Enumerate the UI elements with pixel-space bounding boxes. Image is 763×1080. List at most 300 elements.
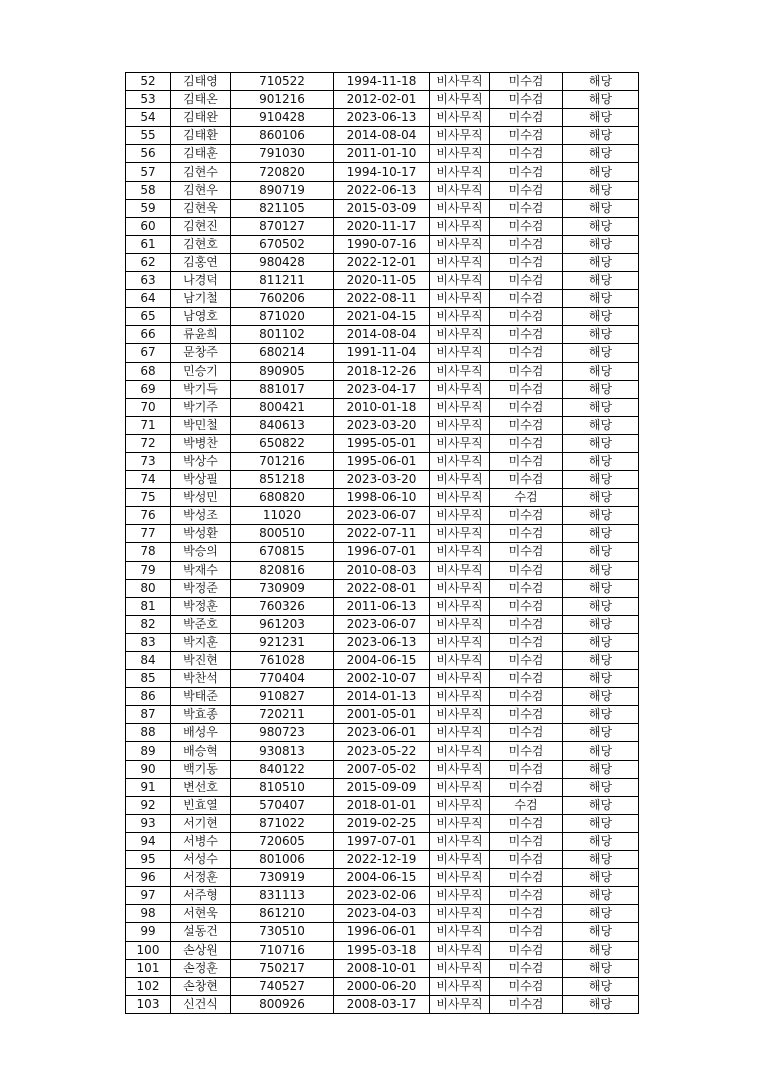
employee-id-cell: 680214 [231, 344, 334, 362]
employee-id-cell: 730510 [231, 923, 334, 941]
table-row [126, 380, 639, 398]
employee-id-cell: 901216 [231, 91, 334, 109]
applicability-cell: 해당 [563, 434, 639, 452]
applicability-cell: 해당 [563, 652, 639, 670]
applicability-cell: 해당 [563, 832, 639, 850]
hire-date-cell: 2019-02-25 [334, 814, 430, 832]
hire-date-cell: 2018-12-26 [334, 362, 430, 380]
table-row [126, 181, 639, 199]
table-row [126, 452, 639, 470]
row-number-cell: 65 [126, 308, 171, 326]
employee-id-cell: 761028 [231, 652, 334, 670]
applicability-cell: 해당 [563, 525, 639, 543]
employee-id-cell: 670502 [231, 235, 334, 253]
row-number-cell: 78 [126, 543, 171, 561]
row-number-cell: 96 [126, 869, 171, 887]
row-number-cell: 75 [126, 489, 171, 507]
applicability-cell: 해당 [563, 181, 639, 199]
employee-id-cell: 720605 [231, 832, 334, 850]
job-type-cell: 비사무직 [430, 145, 490, 163]
applicability-cell: 해당 [563, 217, 639, 235]
table-row [126, 652, 639, 670]
job-type-cell: 비사무직 [430, 597, 490, 615]
hire-date-cell: 1998-06-10 [334, 489, 430, 507]
employee-id-cell: 871022 [231, 814, 334, 832]
job-type-cell: 비사무직 [430, 217, 490, 235]
employee-name-cell: 빈효열 [171, 796, 231, 814]
inspection-status-cell: 미수검 [490, 452, 563, 470]
job-type-cell: 비사무직 [430, 778, 490, 796]
employee-id-cell: 760326 [231, 597, 334, 615]
employee-name-cell: 김현진 [171, 217, 231, 235]
applicability-cell: 해당 [563, 91, 639, 109]
hire-date-cell: 2010-08-03 [334, 561, 430, 579]
applicability-cell: 해당 [563, 923, 639, 941]
table-row [126, 525, 639, 543]
employee-id-cell: 840122 [231, 760, 334, 778]
hire-date-cell: 2012-02-01 [334, 91, 430, 109]
inspection-status-cell: 미수검 [490, 525, 563, 543]
employee-id-cell: 910827 [231, 688, 334, 706]
applicability-cell: 해당 [563, 235, 639, 253]
hire-date-cell: 2007-05-02 [334, 760, 430, 778]
employee-id-cell: 750217 [231, 959, 334, 977]
inspection-status-cell: 미수검 [490, 398, 563, 416]
table-row [126, 905, 639, 923]
job-type-cell: 비사무직 [430, 326, 490, 344]
applicability-cell: 해당 [563, 869, 639, 887]
applicability-cell: 해당 [563, 995, 639, 1013]
table-row [126, 796, 639, 814]
employee-name-cell: 박찬석 [171, 670, 231, 688]
inspection-status-cell: 미수검 [490, 253, 563, 271]
employee-id-cell: 811211 [231, 272, 334, 290]
hire-date-cell: 2023-04-03 [334, 905, 430, 923]
employee-id-cell: 670815 [231, 543, 334, 561]
inspection-status-cell: 미수검 [490, 760, 563, 778]
applicability-cell: 해당 [563, 489, 639, 507]
employee-name-cell: 서주형 [171, 887, 231, 905]
employee-name-cell: 박지훈 [171, 633, 231, 651]
row-number-cell: 60 [126, 217, 171, 235]
employee-name-cell: 서병수 [171, 832, 231, 850]
inspection-status-cell: 미수검 [490, 73, 563, 91]
applicability-cell: 해당 [563, 977, 639, 995]
table-row [126, 362, 639, 380]
hire-date-cell: 1995-06-01 [334, 452, 430, 470]
job-type-cell: 비사무직 [430, 959, 490, 977]
employee-name-cell: 설동건 [171, 923, 231, 941]
job-type-cell: 비사무직 [430, 507, 490, 525]
hire-date-cell: 2022-12-01 [334, 253, 430, 271]
employee-id-cell: 861210 [231, 905, 334, 923]
hire-date-cell: 2008-03-17 [334, 995, 430, 1013]
row-number-cell: 81 [126, 597, 171, 615]
row-number-cell: 55 [126, 127, 171, 145]
hire-date-cell: 2021-04-15 [334, 308, 430, 326]
employee-name-cell: 손정훈 [171, 959, 231, 977]
inspection-status-cell: 미수검 [490, 290, 563, 308]
table-row [126, 489, 639, 507]
employee-id-cell: 980428 [231, 253, 334, 271]
inspection-status-cell: 수검 [490, 796, 563, 814]
applicability-cell: 해당 [563, 778, 639, 796]
row-number-cell: 88 [126, 724, 171, 742]
hire-date-cell: 2015-09-09 [334, 778, 430, 796]
inspection-status-cell: 미수검 [490, 181, 563, 199]
row-number-cell: 64 [126, 290, 171, 308]
employee-id-cell: 650822 [231, 434, 334, 452]
applicability-cell: 해당 [563, 742, 639, 760]
employee-id-cell: 570407 [231, 796, 334, 814]
inspection-status-cell: 미수검 [490, 145, 563, 163]
employee-name-cell: 신건식 [171, 995, 231, 1013]
table-row [126, 995, 639, 1013]
employee-name-cell: 박정훈 [171, 597, 231, 615]
row-number-cell: 102 [126, 977, 171, 995]
inspection-status-cell: 미수검 [490, 670, 563, 688]
job-type-cell: 비사무직 [430, 127, 490, 145]
employee-name-cell: 박상필 [171, 471, 231, 489]
applicability-cell: 해당 [563, 760, 639, 778]
job-type-cell: 비사무직 [430, 688, 490, 706]
job-type-cell: 비사무직 [430, 489, 490, 507]
job-type-cell: 비사무직 [430, 362, 490, 380]
applicability-cell: 해당 [563, 471, 639, 489]
hire-date-cell: 2011-01-10 [334, 145, 430, 163]
employee-name-cell: 박민철 [171, 416, 231, 434]
employee-name-cell: 손상원 [171, 941, 231, 959]
employee-id-cell: 680820 [231, 489, 334, 507]
row-number-cell: 82 [126, 615, 171, 633]
employee-id-cell: 800510 [231, 525, 334, 543]
employee-id-cell: 930813 [231, 742, 334, 760]
row-number-cell: 79 [126, 561, 171, 579]
inspection-status-cell: 미수검 [490, 272, 563, 290]
row-number-cell: 84 [126, 652, 171, 670]
inspection-status-cell: 미수검 [490, 959, 563, 977]
inspection-status-cell: 미수검 [490, 362, 563, 380]
employee-name-cell: 서기현 [171, 814, 231, 832]
row-number-cell: 77 [126, 525, 171, 543]
applicability-cell: 해당 [563, 724, 639, 742]
row-number-cell: 86 [126, 688, 171, 706]
table-row [126, 199, 639, 217]
applicability-cell: 해당 [563, 887, 639, 905]
job-type-cell: 비사무직 [430, 670, 490, 688]
job-type-cell: 비사무직 [430, 579, 490, 597]
row-number-cell: 70 [126, 398, 171, 416]
hire-date-cell: 1996-07-01 [334, 543, 430, 561]
hire-date-cell: 2023-06-07 [334, 507, 430, 525]
employee-id-cell: 801102 [231, 326, 334, 344]
employee-name-cell: 변선호 [171, 778, 231, 796]
inspection-status-cell: 미수검 [490, 742, 563, 760]
row-number-cell: 63 [126, 272, 171, 290]
employee-name-cell: 박상수 [171, 452, 231, 470]
hire-date-cell: 2018-01-01 [334, 796, 430, 814]
job-type-cell: 비사무직 [430, 923, 490, 941]
row-number-cell: 66 [126, 326, 171, 344]
employee-name-cell: 박성환 [171, 525, 231, 543]
table-row [126, 851, 639, 869]
row-number-cell: 94 [126, 832, 171, 850]
hire-date-cell: 2023-06-01 [334, 724, 430, 742]
applicability-cell: 해당 [563, 145, 639, 163]
employee-name-cell: 박승의 [171, 543, 231, 561]
employee-id-cell: 831113 [231, 887, 334, 905]
applicability-cell: 해당 [563, 561, 639, 579]
table-row [126, 163, 639, 181]
row-number-cell: 71 [126, 416, 171, 434]
hire-date-cell: 2011-06-13 [334, 597, 430, 615]
table-row [126, 73, 639, 91]
job-type-cell: 비사무직 [430, 452, 490, 470]
job-type-cell: 비사무직 [430, 272, 490, 290]
hire-date-cell: 2023-04-17 [334, 380, 430, 398]
applicability-cell: 해당 [563, 959, 639, 977]
row-number-cell: 58 [126, 181, 171, 199]
employee-id-cell: 740527 [231, 977, 334, 995]
table-row [126, 688, 639, 706]
job-type-cell: 비사무직 [430, 398, 490, 416]
applicability-cell: 해당 [563, 452, 639, 470]
inspection-status-cell: 미수검 [490, 724, 563, 742]
employee-id-cell: 730909 [231, 579, 334, 597]
inspection-status-cell: 미수검 [490, 308, 563, 326]
job-type-cell: 비사무직 [430, 814, 490, 832]
hire-date-cell: 2023-02-06 [334, 887, 430, 905]
hire-date-cell: 2022-07-11 [334, 525, 430, 543]
inspection-status-cell: 미수검 [490, 923, 563, 941]
table-row [126, 742, 639, 760]
job-type-cell: 비사무직 [430, 416, 490, 434]
employee-id-cell: 961203 [231, 615, 334, 633]
table-row [126, 561, 639, 579]
table-row [126, 398, 639, 416]
table-row [126, 507, 639, 525]
row-number-cell: 90 [126, 760, 171, 778]
employee-name-cell: 배승혁 [171, 742, 231, 760]
inspection-status-cell: 미수검 [490, 127, 563, 145]
job-type-cell: 비사무직 [430, 91, 490, 109]
hire-date-cell: 2020-11-17 [334, 217, 430, 235]
hire-date-cell: 2001-05-01 [334, 706, 430, 724]
inspection-status-cell: 미수검 [490, 543, 563, 561]
employee-name-cell: 배성우 [171, 724, 231, 742]
job-type-cell: 비사무직 [430, 796, 490, 814]
inspection-status-cell: 미수검 [490, 941, 563, 959]
applicability-cell: 해당 [563, 633, 639, 651]
hire-date-cell: 1995-03-18 [334, 941, 430, 959]
hire-date-cell: 2015-03-09 [334, 199, 430, 217]
job-type-cell: 비사무직 [430, 525, 490, 543]
employee-name-cell: 박정준 [171, 579, 231, 597]
table-row [126, 91, 639, 109]
applicability-cell: 해당 [563, 163, 639, 181]
row-number-cell: 87 [126, 706, 171, 724]
table-row [126, 832, 639, 850]
hire-date-cell: 2023-06-13 [334, 633, 430, 651]
row-number-cell: 59 [126, 199, 171, 217]
applicability-cell: 해당 [563, 814, 639, 832]
inspection-status-cell: 미수검 [490, 995, 563, 1013]
hire-date-cell: 1995-05-01 [334, 434, 430, 452]
table-row [126, 235, 639, 253]
employee-id-cell: 800926 [231, 995, 334, 1013]
table-row [126, 814, 639, 832]
row-number-cell: 92 [126, 796, 171, 814]
inspection-status-cell: 수검 [490, 489, 563, 507]
table-row [126, 253, 639, 271]
hire-date-cell: 2014-01-13 [334, 688, 430, 706]
employee-id-cell: 821105 [231, 199, 334, 217]
hire-date-cell: 2022-08-01 [334, 579, 430, 597]
employee-name-cell: 박효종 [171, 706, 231, 724]
employee-id-cell: 980723 [231, 724, 334, 742]
employee-name-cell: 김태영 [171, 73, 231, 91]
row-number-cell: 97 [126, 887, 171, 905]
applicability-cell: 해당 [563, 905, 639, 923]
hire-date-cell: 1990-07-16 [334, 235, 430, 253]
employee-id-cell: 890719 [231, 181, 334, 199]
employee-id-cell: 11020 [231, 507, 334, 525]
inspection-status-cell: 미수검 [490, 434, 563, 452]
inspection-status-cell: 미수검 [490, 380, 563, 398]
table-row [126, 290, 639, 308]
table-row [126, 308, 639, 326]
row-number-cell: 61 [126, 235, 171, 253]
employee-name-cell: 김태완 [171, 109, 231, 127]
employee-id-cell: 860106 [231, 127, 334, 145]
applicability-cell: 해당 [563, 308, 639, 326]
row-number-cell: 99 [126, 923, 171, 941]
row-number-cell: 89 [126, 742, 171, 760]
employee-id-cell: 701216 [231, 452, 334, 470]
employee-name-cell: 백기동 [171, 760, 231, 778]
inspection-status-cell: 미수검 [490, 471, 563, 489]
job-type-cell: 비사무직 [430, 941, 490, 959]
row-number-cell: 83 [126, 633, 171, 651]
inspection-status-cell: 미수검 [490, 561, 563, 579]
job-type-cell: 비사무직 [430, 851, 490, 869]
employee-name-cell: 김현호 [171, 235, 231, 253]
employee-id-cell: 791030 [231, 145, 334, 163]
applicability-cell: 해당 [563, 670, 639, 688]
applicability-cell: 해당 [563, 272, 639, 290]
hire-date-cell: 1997-07-01 [334, 832, 430, 850]
hire-date-cell: 2008-10-01 [334, 959, 430, 977]
applicability-cell: 해당 [563, 362, 639, 380]
job-type-cell: 비사무직 [430, 290, 490, 308]
employee-id-cell: 730919 [231, 869, 334, 887]
row-number-cell: 73 [126, 452, 171, 470]
applicability-cell: 해당 [563, 507, 639, 525]
employee-name-cell: 박기주 [171, 398, 231, 416]
employee-name-cell: 서정훈 [171, 869, 231, 887]
employee-name-cell: 김태훈 [171, 145, 231, 163]
inspection-status-cell: 미수검 [490, 416, 563, 434]
table-row [126, 706, 639, 724]
employee-name-cell: 김현수 [171, 163, 231, 181]
employee-id-cell: 851218 [231, 471, 334, 489]
job-type-cell: 비사무직 [430, 742, 490, 760]
applicability-cell: 해당 [563, 688, 639, 706]
hire-date-cell: 2023-06-07 [334, 615, 430, 633]
employee-id-cell: 870127 [231, 217, 334, 235]
hire-date-cell: 2022-06-13 [334, 181, 430, 199]
inspection-status-cell: 미수검 [490, 706, 563, 724]
job-type-cell: 비사무직 [430, 995, 490, 1013]
job-type-cell: 비사무직 [430, 434, 490, 452]
row-number-cell: 80 [126, 579, 171, 597]
hire-date-cell: 2000-06-20 [334, 977, 430, 995]
inspection-status-cell: 미수검 [490, 977, 563, 995]
employee-name-cell: 남기철 [171, 290, 231, 308]
employee-id-cell: 710716 [231, 941, 334, 959]
inspection-status-cell: 미수검 [490, 615, 563, 633]
row-number-cell: 98 [126, 905, 171, 923]
table-row [126, 217, 639, 235]
employee-name-cell: 손창현 [171, 977, 231, 995]
applicability-cell: 해당 [563, 326, 639, 344]
employee-name-cell: 박기득 [171, 380, 231, 398]
table-row [126, 145, 639, 163]
hire-date-cell: 2010-01-18 [334, 398, 430, 416]
table-row [126, 670, 639, 688]
employee-name-cell: 김현우 [171, 181, 231, 199]
employee-id-cell: 710522 [231, 73, 334, 91]
row-number-cell: 85 [126, 670, 171, 688]
job-type-cell: 비사무직 [430, 308, 490, 326]
employee-id-cell: 820816 [231, 561, 334, 579]
row-number-cell: 95 [126, 851, 171, 869]
job-type-cell: 비사무직 [430, 706, 490, 724]
job-type-cell: 비사무직 [430, 253, 490, 271]
applicability-cell: 해당 [563, 851, 639, 869]
row-number-cell: 74 [126, 471, 171, 489]
table-row [126, 941, 639, 959]
inspection-status-cell: 미수검 [490, 344, 563, 362]
applicability-cell: 해당 [563, 597, 639, 615]
table-row [126, 597, 639, 615]
employee-id-cell: 810510 [231, 778, 334, 796]
applicability-cell: 해당 [563, 941, 639, 959]
hire-date-cell: 2023-03-20 [334, 471, 430, 489]
job-type-cell: 비사무직 [430, 380, 490, 398]
job-type-cell: 비사무직 [430, 109, 490, 127]
employee-name-cell: 민승기 [171, 362, 231, 380]
row-number-cell: 76 [126, 507, 171, 525]
row-number-cell: 53 [126, 91, 171, 109]
row-number-cell: 100 [126, 941, 171, 959]
applicability-cell: 해당 [563, 344, 639, 362]
inspection-status-cell: 미수검 [490, 163, 563, 181]
table-row [126, 579, 639, 597]
employee-name-cell: 김홍연 [171, 253, 231, 271]
applicability-cell: 해당 [563, 615, 639, 633]
employee-name-cell: 남영호 [171, 308, 231, 326]
job-type-cell: 비사무직 [430, 471, 490, 489]
employee-id-cell: 720820 [231, 163, 334, 181]
employee-name-cell: 박병찬 [171, 434, 231, 452]
inspection-status-cell: 미수검 [490, 597, 563, 615]
job-type-cell: 비사무직 [430, 652, 490, 670]
hire-date-cell: 2004-06-15 [334, 652, 430, 670]
table-row [126, 615, 639, 633]
inspection-status-cell: 미수검 [490, 326, 563, 344]
table-row [126, 344, 639, 362]
